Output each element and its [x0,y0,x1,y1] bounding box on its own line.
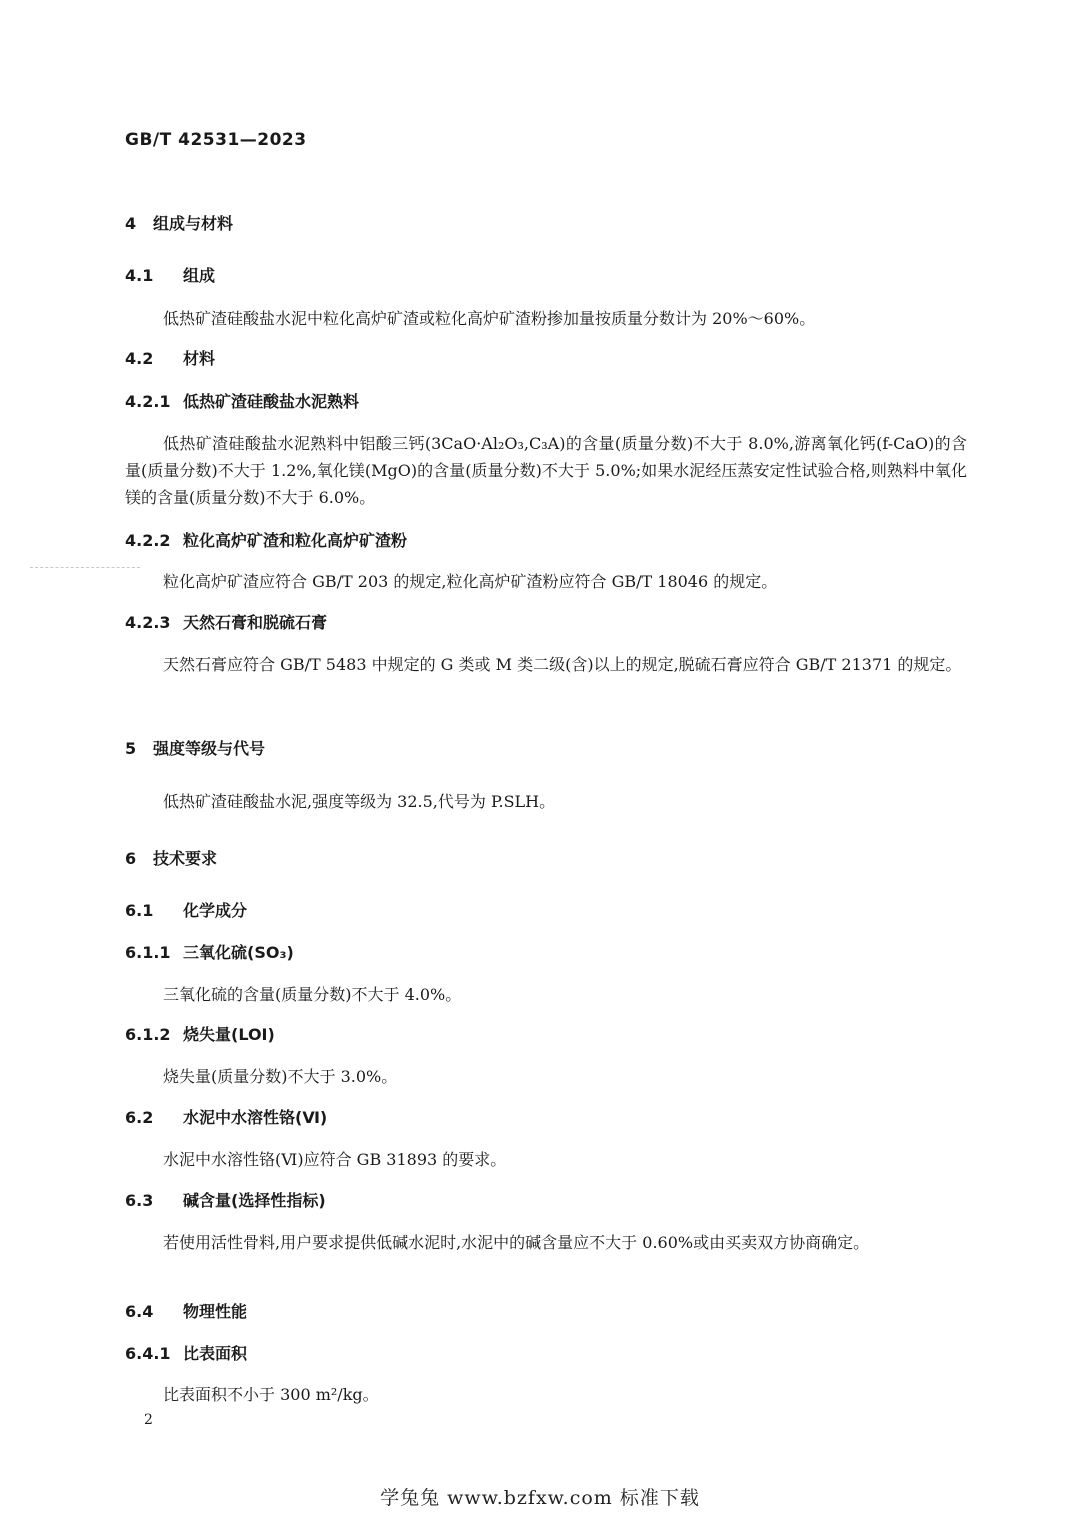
section-title: 物理性能 [183,1302,248,1321]
section-heading [125,940,294,963]
section-number: 6.1.2 [125,1025,171,1044]
section-heading [125,346,215,369]
section-title: 化学成分 [183,901,248,920]
section-number: 4.2 [125,349,154,368]
footer-watermark: 学兔兔 www.bzfxw.com 标准下载 [380,1487,700,1509]
section-number: 6.1 [125,901,154,920]
paragraph: 比表面积不小于 300 m²/kg。 [163,1385,379,1404]
paragraph: 水泥中水溶性铬(Ⅵ)应符合 GB 31893 的要求。 [163,1150,507,1169]
section-number: 6 [125,849,137,868]
section-title: 材料 [183,349,216,368]
section-number: 4.2.1 [125,392,171,411]
paragraph: 烧失量(质量分数)不大于 3.0%。 [163,1067,398,1086]
section-title: 三氧化硫(SO₃) [183,943,294,962]
section-title: 比表面积 [183,1344,248,1363]
section-number: 4.2.3 [125,613,171,632]
section-number: 4.1 [125,266,154,285]
section-heading [125,736,265,759]
section-heading [125,1188,326,1211]
section-number: 6.4.1 [125,1344,171,1363]
section-title: 天然石膏和脱硫石膏 [183,613,328,632]
paragraph: 若使用活性骨料,用户要求提供低碱水泥时,水泥中的碱含量应不大于 0.60%或由买卖双方协商确定。 [163,1233,870,1252]
section-heading [125,1299,247,1322]
section-title: 组成 [183,266,216,285]
section-title: 低热矿渣硅酸盐水泥熟料 [183,392,360,411]
paragraph: 三氧化硫的含量(质量分数)不大于 4.0%。 [163,985,462,1004]
section-number: 6.1.1 [125,943,171,962]
section-heading [125,1341,247,1364]
section-heading [125,211,233,234]
scan-artifact-line [30,567,140,568]
paragraph: 低热矿渣硅酸盐水泥中粒化高炉矿渣或粒化高炉矿渣粉掺加量按质量分数计为 20%～60%。 [163,309,816,328]
section-heading [125,528,407,551]
section-heading [125,1022,275,1045]
paragraph: 天然石膏应符合 GB/T 5483 中规定的 G 类或 M 类二级(含)以上的规定,脱硫石膏应符合 GB/T 21371 的规定。 [163,655,962,674]
section-title: 碱含量(选择性指标) [183,1191,326,1210]
section-title: 烧失量(LOI) [183,1025,275,1044]
document-code: GB/T 42531—2023 [125,130,307,150]
section-heading [125,610,327,633]
page-number: 2 [144,1412,153,1428]
section-number: 4 [125,214,137,233]
section-title: 粒化高炉矿渣和粒化高炉矿渣粉 [183,531,408,550]
section-number: 6.4 [125,1302,154,1321]
section-title: 强度等级与代号 [153,739,266,758]
section-number: 4.2.2 [125,531,171,550]
paragraph: 粒化高炉矿渣应符合 GB/T 203 的规定,粒化高炉矿渣粉应符合 GB/T 18046 的规定。 [163,572,778,591]
section-heading [125,1105,327,1128]
section-number: 6.2 [125,1108,154,1127]
paragraph: 低热矿渣硅酸盐水泥熟料中铝酸三钙(3CaO·Al₂O₃,C₃A)的含量(质量分数)不大于 8.0%,游离氧化钙(f-CaO)的含量(质量分数)不大于 1.2%,氧化镁(MgO)的含量(质量分数)不大于 5.0%;如果水泥经压蒸安定性试验合格,则熟料中氧化镁的含量(质量分数)不大于 6.0%。 [125,434,967,507]
section-title: 水泥中水溶性铬(Ⅵ) [183,1108,328,1127]
section-heading [125,389,359,412]
section-heading [125,898,247,921]
section-title: 组成与材料 [153,214,234,233]
section-number: 6.3 [125,1191,154,1210]
paragraph: 低热矿渣硅酸盐水泥,强度等级为 32.5,代号为 P.SLH。 [163,792,556,811]
section-heading [125,263,215,286]
section-heading [125,846,217,869]
section-number: 5 [125,739,137,758]
section-title: 技术要求 [153,849,218,868]
